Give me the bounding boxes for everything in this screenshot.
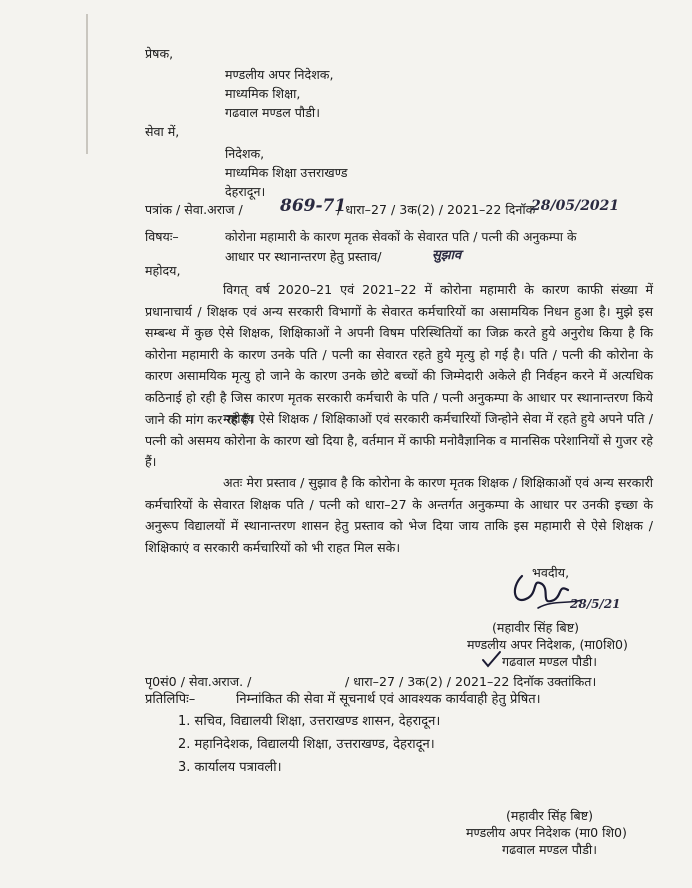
- reference-suffix: / धारा–27 / 3क(2) / 2021–22 दिनॉक: [337, 202, 536, 217]
- signature-handwritten-date: 28/5/21: [570, 597, 621, 611]
- salutation: महोदय,: [145, 263, 181, 278]
- endorsement-ref-left: पृ0सं0 / सेवा.अराज. /: [145, 674, 252, 689]
- recipient-label: सेवा में,: [145, 124, 180, 139]
- signatory2-designation: मण्डलीय अपर निदेशक (मा0 शि0): [466, 825, 627, 840]
- subject-handwritten-word: सुझाव: [432, 248, 462, 263]
- subject-line-2: आधार पर स्थानान्तरण हेतु प्रस्ताव/: [225, 249, 382, 264]
- subject-line-1: कोरोना महामारी के कारण मृतक सेवकों के सेवारत पति / पत्नी की अनुकम्पा के: [225, 229, 577, 244]
- body-paragraph-3: अतः मेरा प्रस्ताव / सुझाव है कि कोरोना के कारण मृतक शिक्षक / शिक्षिकाओं एवं अन्य सरकारी कर्मचारियों के सेवारत शिक्षक पति / पत्नी को धारा–27 के अन्तर्गत अनुकम्पा के आधार पर उनकी इच्छा के अनुरूप विद्यालयों में स्थानान्तरण शासन हेतु प्रस्ताव को भेज दिया जाय ताकि इस महामारी से ऐसे शिक्षक / शिक्षिकाएं व सरकारी कर्मचारियों को भी राहत मिल सके।: [145, 475, 653, 555]
- copy-recipient-1: 1. सचिव, विद्यालयी शिक्षा, उत्तराखण्ड शासन, देहरादून।: [178, 714, 441, 729]
- copy-recipient-2: 2. महानिदेशक, विद्यालयी शिक्षा, उत्तराखण्ड, देहरादून।: [178, 737, 435, 752]
- sender-label: प्रेषक,: [145, 46, 174, 61]
- reference-prefix: पत्रांक / सेवा.अराज /: [145, 202, 243, 217]
- endorsement-ref-right: / धारा–27 / 3क(2) / 2021–22 दिनॉक उक्तांकित।: [345, 674, 597, 689]
- signatory-designation: मण्डलीय अपर निदेशक, (मा0शि0): [467, 637, 628, 652]
- body-paragraph-1: विगत् वर्ष 2020–21 एवं 2021–22 में कोरोना महामारी के कारण काफी संख्या में प्रधानाचार्य / शिक्षक एवं अन्य सरकारी विभागों के सेवारत कर्मचारियों का असामयिक निधन हुआ है। मुझे इस सम्बन्ध में कुछ ऐसे शिक्षक, शिक्षिकाओं ने अपनी विषम परिस्थितियों का जिक्र करते हुये अनुरोध किया है कि कोरोना महामारी के कारण उनके पति / पत्नी का सेवारत रहते हुये मृत्यु हो गई है। पति / पत्नी की कोरोना के कारण असामयिक मृत्यु हो जाने के कारण उनके छोटे बच्चों की जिम्मेदारी अकेले ही निर्वहन करने में अत्यधिक कठिनाई हो रही है जिस कारण मृतक सरकारी कर्मचारी के पति / पत्नी अनुकम्पा के आधार पर स्थानान्तरण किये जाने की मांग कर रहे हैं।: [145, 282, 653, 427]
- closing-text: भवदीय,: [532, 565, 570, 580]
- reference-date-handwritten: 28/05/2021: [531, 198, 620, 214]
- signatory-name: (महावीर सिंह बिष्ट): [492, 620, 579, 635]
- copy-recipient-3: 3. कार्यालय पत्रावली।: [178, 760, 282, 775]
- handwritten-tick-mark: [480, 648, 504, 670]
- signatory-office: गढवाल मण्डल पौडी।: [502, 654, 597, 669]
- paper-fold-line: [86, 14, 88, 154]
- copy-label: प्रतिलिपिः–: [145, 692, 196, 707]
- sender-line-2: माध्यमिक शिक्षा,: [225, 86, 301, 101]
- recipient-line-1: निदेशक,: [225, 146, 265, 161]
- recipient-line-3: देहरादून।: [225, 184, 266, 199]
- sender-line-1: मण्डलीय अपर निदेशक,: [225, 67, 334, 82]
- signatory2-office: गढवाल मण्डल पौडी।: [502, 842, 597, 857]
- body-paragraph-2: महोदय ऐसे शिक्षक / शिक्षिकाओं एवं सरकारी कर्मचारियों जिन्होने सेवा में रहते हुये अपने पति / पत्नी को असमय कोरोना के कारण खो दिया है, वर्तमान में काफी मनोवैज्ञानिक व मानसिक परेशानियों से गुजर रहे हैं।: [145, 411, 653, 470]
- reference-number-handwritten: 869-71: [280, 196, 347, 216]
- recipient-line-2: माध्यमिक शिक्षा उत्तराखण्ड: [225, 165, 348, 180]
- signatory2-name: (महावीर सिंह बिष्ट): [506, 808, 593, 823]
- copy-text: निम्नांकित की सेवा में सूचनार्थ एवं आवश्यक कार्यवाही हेतु प्रेषित।: [236, 692, 541, 707]
- sender-line-3: गढवाल मण्डल पौडी।: [225, 105, 320, 120]
- subject-label: विषयः–: [145, 229, 179, 244]
